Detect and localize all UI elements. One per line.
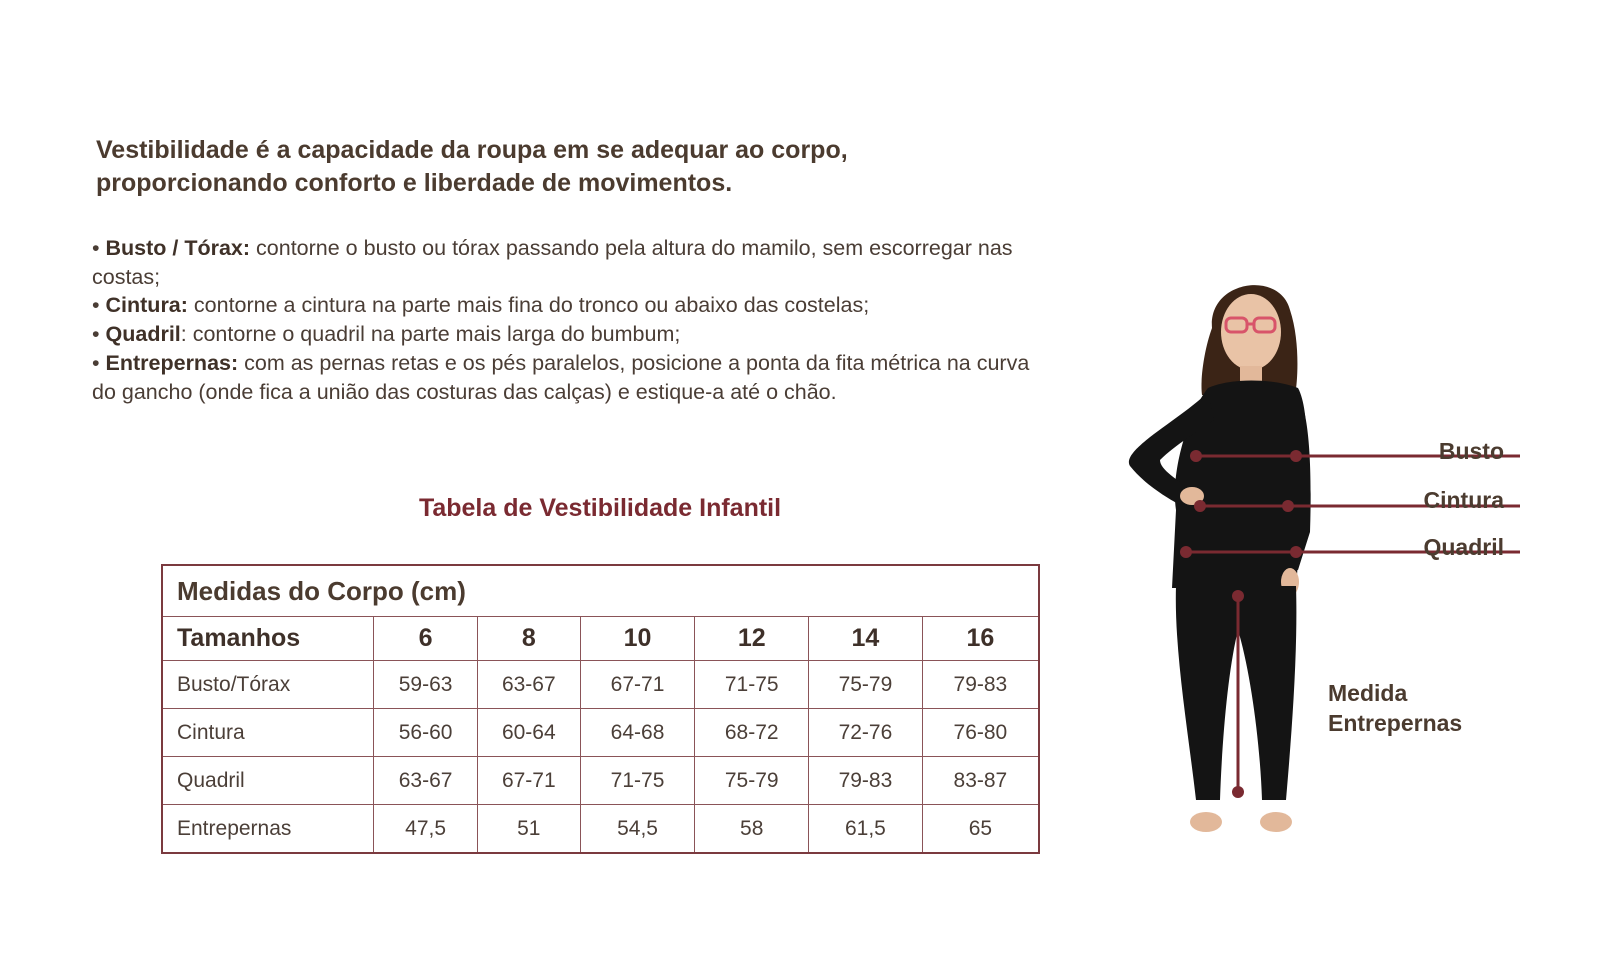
table-cell: 60-64 bbox=[477, 709, 580, 757]
row-label: Busto/Tórax bbox=[162, 661, 374, 709]
measurement-instructions bbox=[92, 234, 1032, 406]
bullet-text: contorne o busto ou tórax passando pela altura do mamilo, sem escorregar nas costas; bbox=[92, 236, 1013, 289]
table-cell: 47,5 bbox=[374, 805, 478, 854]
intro-line-1: Vestibilidade é a capacidade da roupa em se adequar ao corpo, bbox=[96, 136, 848, 164]
label-quadril: Quadril bbox=[1423, 534, 1504, 560]
header-size: 8 bbox=[477, 617, 580, 661]
table-cell: 51 bbox=[477, 805, 580, 854]
table-cell: 58 bbox=[695, 805, 809, 854]
label-entre-line-1: Medida bbox=[1328, 680, 1408, 706]
quadril-dot-left bbox=[1180, 546, 1192, 558]
busto-dot-left bbox=[1190, 450, 1202, 462]
table-cell: 61,5 bbox=[809, 805, 923, 854]
bullet-text: : contorne o quadril na parte mais larga do bumbum; bbox=[180, 322, 681, 347]
table-cell: 68-72 bbox=[695, 709, 809, 757]
label-busto: Busto bbox=[1438, 438, 1504, 464]
table-cell: 75-79 bbox=[809, 661, 923, 709]
bullet-term: Quadril bbox=[105, 322, 181, 347]
bullet-term: Busto / Tórax: bbox=[105, 236, 251, 260]
table-cell: 75-79 bbox=[695, 757, 809, 805]
table-cell: 72-76 bbox=[809, 709, 923, 757]
table-cell: 63-67 bbox=[477, 661, 580, 709]
table-cell: 67-71 bbox=[477, 757, 580, 805]
table-caption-row bbox=[162, 565, 1039, 617]
header-size: 6 bbox=[374, 617, 478, 661]
row-label: Entrepernas bbox=[162, 805, 374, 854]
header-size: 10 bbox=[580, 617, 695, 661]
bullet-cintura: • Cintura: contorne a cintura na parte mais fina do tronco ou abaixo das costelas; bbox=[92, 293, 870, 318]
table-caption: Medidas do Corpo (cm) bbox=[162, 565, 1039, 617]
table-title: Tabela de Vestibilidade Infantil bbox=[418, 494, 782, 522]
table-row bbox=[162, 757, 1039, 805]
quadril-dot-right bbox=[1290, 546, 1302, 558]
bullet-term: Cintura: bbox=[105, 293, 188, 318]
figure-right-foot bbox=[1260, 812, 1292, 832]
table-cell: 79-83 bbox=[922, 661, 1039, 709]
size-table bbox=[161, 564, 1040, 854]
label-medida-entrepernas bbox=[1328, 678, 1462, 738]
bullet-text: com as pernas retas e os pés paralelos, posicione a ponta da fita métrica na curva do gancho (onde fica a união das costuras das calças) e estique-a até o chão. bbox=[92, 350, 1030, 404]
header-size: 12 bbox=[695, 617, 809, 661]
table-cell: 79-83 bbox=[809, 757, 923, 805]
cintura-dot-left bbox=[1194, 500, 1206, 512]
table-cell: 76-80 bbox=[922, 709, 1039, 757]
table-cell: 67-71 bbox=[580, 661, 695, 709]
child-measurement-figure bbox=[1120, 270, 1520, 870]
table-cell: 71-75 bbox=[580, 757, 695, 805]
entrepernas-dot-bottom bbox=[1232, 786, 1244, 798]
table-cell: 59-63 bbox=[374, 661, 478, 709]
table-cell: 65 bbox=[922, 805, 1039, 854]
table-cell: 54,5 bbox=[580, 805, 695, 854]
bullet-text: contorne a cintura na parte mais fina do tronco ou abaixo das costelas; bbox=[187, 293, 870, 318]
child-illustration bbox=[1120, 270, 1520, 870]
label-cintura: Cintura bbox=[1423, 487, 1504, 513]
table-header-row bbox=[162, 617, 1039, 661]
bullet-quadril: • Quadril: contorne o quadril na parte mais larga do bumbum; bbox=[92, 322, 681, 347]
header-tamanhos: Tamanhos bbox=[162, 617, 374, 661]
label-entre-line-2: Entrepernas bbox=[1328, 710, 1463, 736]
header-size: 16 bbox=[922, 617, 1039, 661]
table-row bbox=[162, 709, 1039, 757]
figure-left-foot bbox=[1190, 812, 1222, 832]
entrepernas-dot-top bbox=[1232, 590, 1244, 602]
busto-dot-right bbox=[1290, 450, 1302, 462]
table-row bbox=[162, 661, 1039, 709]
table-row bbox=[162, 805, 1039, 854]
intro-heading bbox=[96, 134, 996, 200]
row-label: Quadril bbox=[162, 757, 374, 805]
bullet-busto: • Busto / Tórax: contorne o busto ou tórax passando pela altura do mamilo, sem escorregar nas costas; bbox=[92, 236, 1013, 289]
bullet-term: Entrepernas: bbox=[105, 350, 239, 375]
table-cell: 56-60 bbox=[374, 709, 478, 757]
bullet-entrepernas: • Entrepernas: com as pernas retas e os pés paralelos, posicione a ponta da fita métrica na curva do gancho (onde fica a união das costuras das calças) e estique-a até o chão. bbox=[92, 350, 1030, 404]
table-cell: 64-68 bbox=[580, 709, 695, 757]
table-cell: 63-67 bbox=[374, 757, 478, 805]
intro-line-2: proporcionando conforto e liberdade de movimentos. bbox=[96, 169, 733, 197]
cintura-dot-right bbox=[1282, 500, 1294, 512]
table-cell: 71-75 bbox=[695, 661, 809, 709]
header-size: 14 bbox=[809, 617, 923, 661]
figure-leggings bbox=[1176, 586, 1297, 800]
row-label: Cintura bbox=[162, 709, 374, 757]
table-cell: 83-87 bbox=[922, 757, 1039, 805]
